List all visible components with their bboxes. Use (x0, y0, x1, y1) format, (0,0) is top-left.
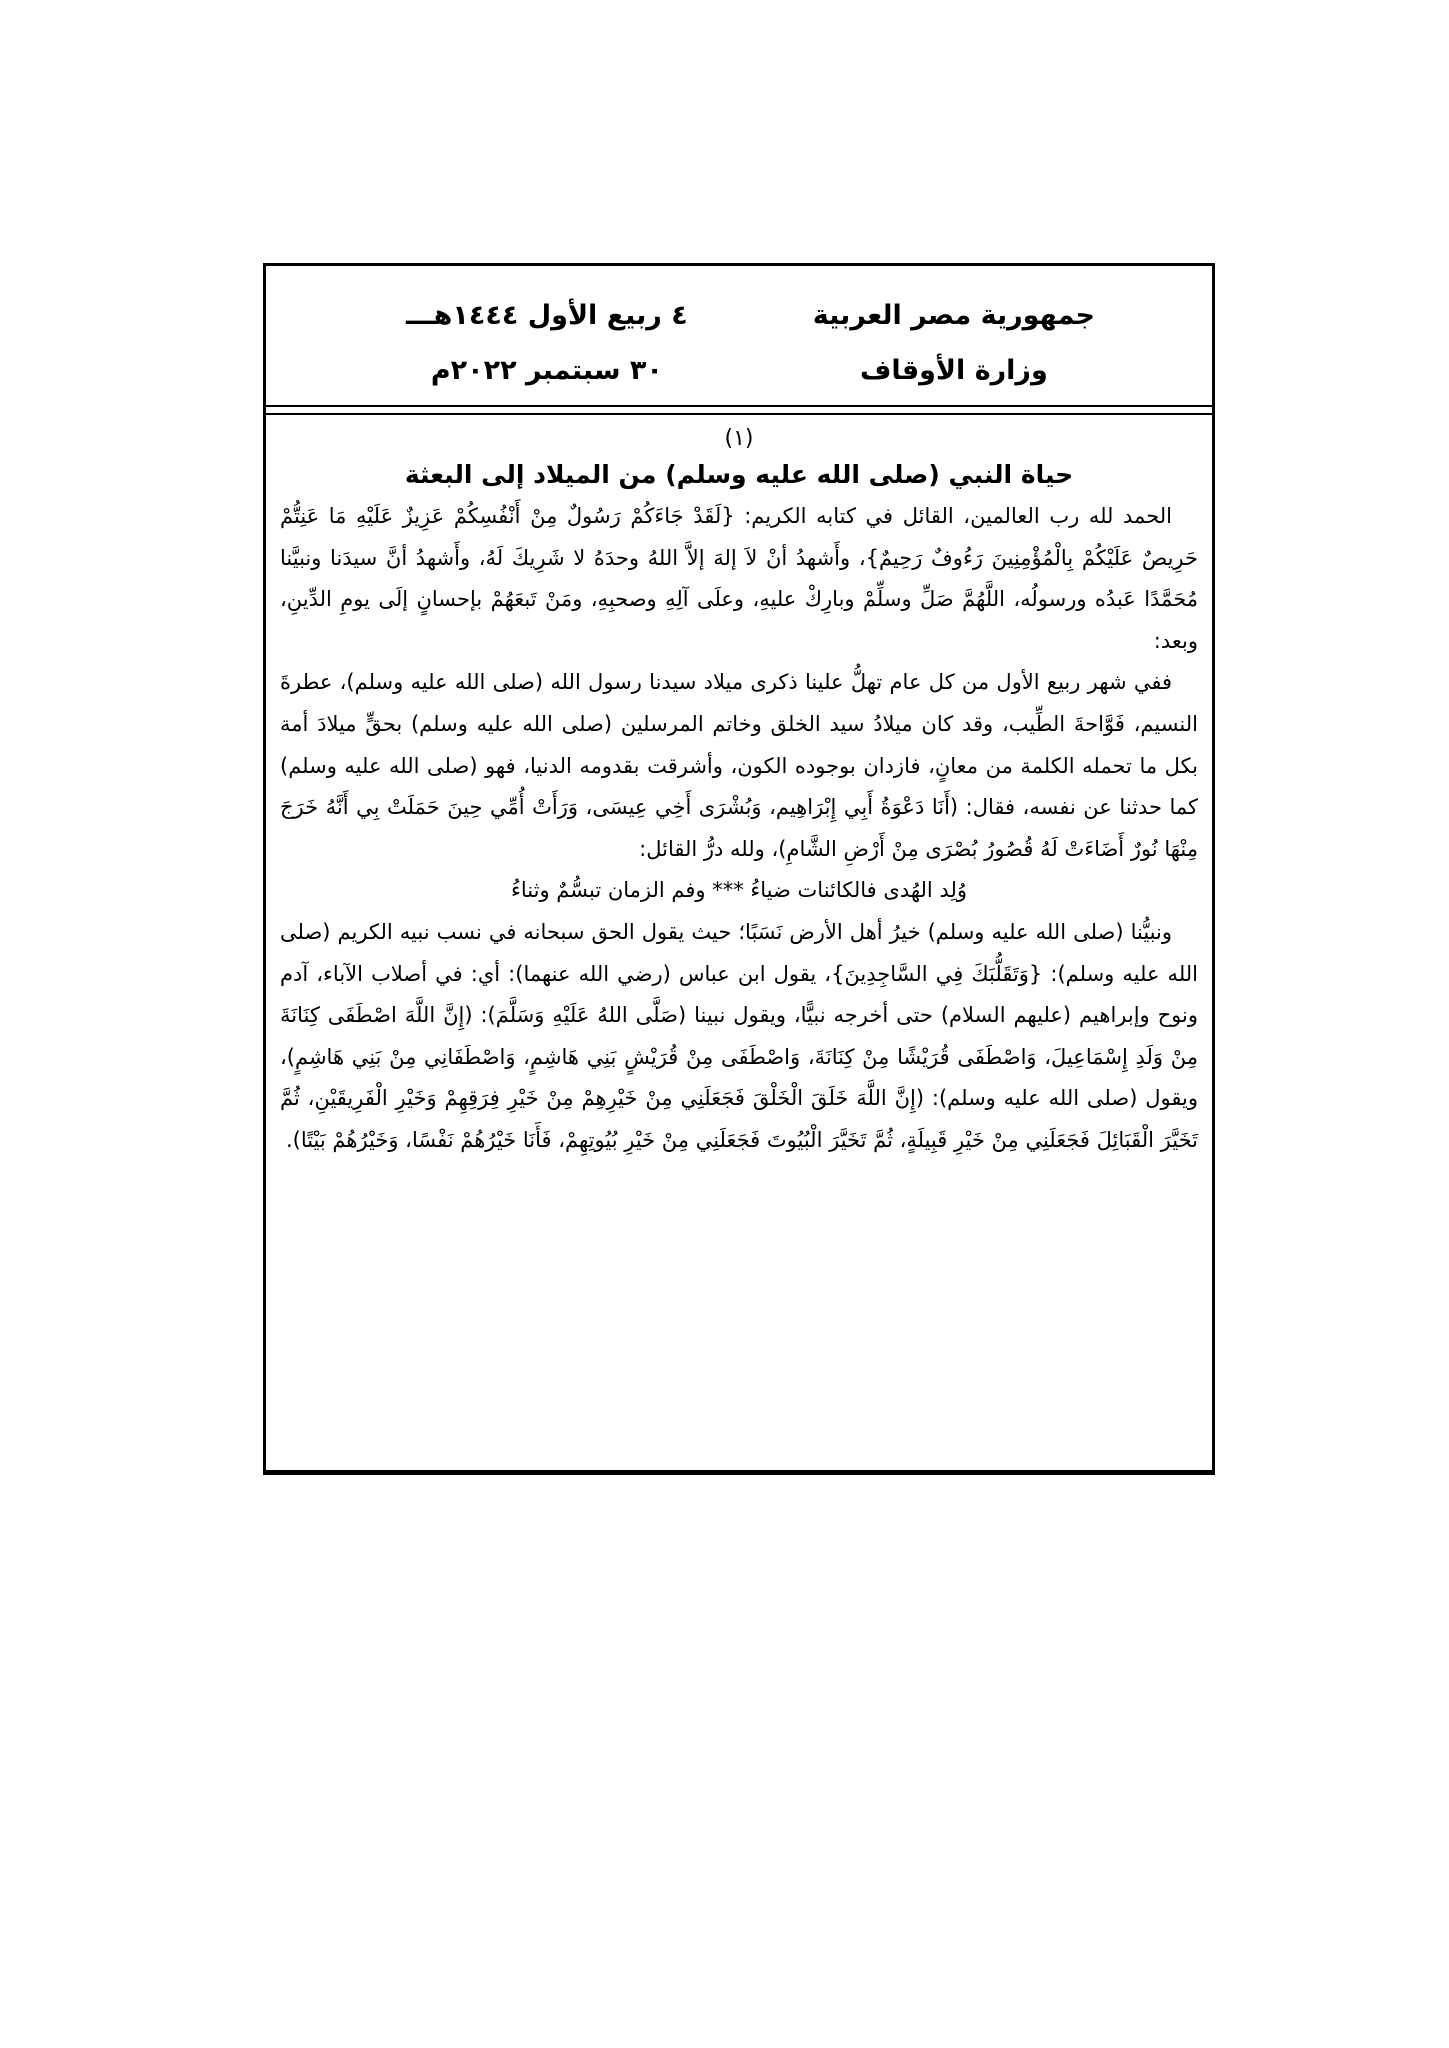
paragraph-opening: الحمد لله رب العالمين، القائل في كتابه الكريم: {لَقَدْ جَاءَكُمْ رَسُولٌ مِنْ أَنْفُسِكُمْ عَزِيزٌ عَلَيْهِ مَا عَنِتُّمْ حَرِيصٌ عَلَيْكُمْ بِالْمُؤْمِنِينَ رَءُوفٌ رَحِيمٌ}، وأَشهدُ أنْ لاَ إلهَ إلاَّ اللهُ وحدَهُ لا شَرِيكَ لَهُ، وأَشهدُ أنَّ سيدَنا ونبيَّنا مُحَمَّدًا عَبدُه ورسولُه، اللَّهُمَّ صَلِّ وسلِّمْ وبارِكْ عليهِ، وعلَى آلِهِ وصحبِهِ، ومَنْ تَبعَهُمْ بإحسانٍ إلَى يومِ الدِّينِ، وبعد: (280, 504, 1198, 653)
country-name: جمهورية مصر العربية (812, 300, 1095, 331)
paragraph-birth: ففي شهر ربيع الأول من كل عام تهلُّ علينا ذكرى ميلاد سيدنا رسول الله (صلى الله عليه وسلم)، عطرةَ النسيم، فَوَّاحةَ الطِّيب، وقد كان ميلادُ سيد الخلق وخاتم المرسلين (صلى الله عليه وسلم) بحقٍّ ميلادَ أمة بكل ما تحمله الكلمة من معانٍ، فازدان بوجوده الكون، وأشرقت بقدومه الدنيا، فهو (صلى الله عليه وسلم) كما حدثنا عن نفسه، فقال: (أَنَا دَعْوَةُ أَبِي إِبْرَاهِيم، وَبُشْرَى أَخِي عِيسَى، وَرَأَتْ أُمِّي حِينَ حَمَلَتْ بِي أَنَّهُ خَرَجَ مِنْهَا نُورٌ أَضَاءَتْ لَهُ قُصُورُ بُصْرَى مِنْ أَرْضِ الشَّامِ)، ولله درُّ القائل: (280, 670, 1198, 861)
hijri-date: ٤ ربيع الأول ١٤٤٤هـــ (406, 300, 688, 331)
issuer-block (813, 288, 1095, 398)
paragraph-lineage: ونبيُّنا (صلى الله عليه وسلم) خيرُ أهل الأرض نَسَبًا؛ حيث يقول الحق سبحانه في نسب نبيه الكريم (صلى الله عليه وسلم): {وَتَقَلُّبَكَ فِي السَّاجِدِينَ}، يقول ابن عباس (رضي الله عنهما): أي: في أصلاب الآباء، آدم ونوح وإبراهيم (عليهم السلام) حتى أخرجه نبيًّا، ويقول نبينا (صَلَّى اللهُ عَلَيْهِ وَسَلَّمَ): (إِنَّ اللَّهَ اصْطَفَى كِنَانَةَ مِنْ وَلَدِ إِسْمَاعِيلَ، وَاصْطَفَى قُرَيْشًا مِنْ كِنَانَةَ، وَاصْطَفَى مِنْ قُرَيْشٍ بَنِي هَاشِمٍ، وَاصْطَفَانِي مِنْ بَنِي هَاشِمٍ)، ويقول (صلى الله عليه وسلم): (إِنَّ اللَّهَ خَلَقَ الْخَلْقَ فَجَعَلَنِي مِنْ خَيْرِهِمْ مِنْ خَيْرِ فِرَقِهِمْ وَخَيْرِ الْفَرِيقَيْنِ، ثُمَّ تَخَيَّرَ الْقَبَائِلَ فَجَعَلَنِي مِنْ خَيْرِ قَبِيلَةٍ، ثُمَّ تَخَيَّرَ الْبُيُوتَ فَجَعَلَنِي مِنْ خَيْرِ بُيُوتِهِمْ، فَأَنَا خَيْرُهُمْ نَفْسًا، وَخَيْرُهُمْ بَيْتًا). (280, 919, 1198, 1152)
ministry-name: وزارة الأوقاف (859, 355, 1048, 386)
header-divider (266, 413, 1212, 415)
sermon-title: حياة النبي (صلى الله عليه وسلم) من الميلاد إلى البعثة (404, 460, 1074, 489)
page-number: (١) (724, 426, 754, 451)
gregorian-date: ٣٠ سبتمبر ٢٠٢٢م (430, 355, 663, 386)
document-frame (263, 263, 1215, 1475)
document-header (266, 266, 1212, 407)
poem-verse: وُلِد الهُدى فالكائنات ضياءُ *** وفم الزمان تبسُّمٌ وثناءُ (511, 878, 967, 903)
date-block (406, 288, 688, 398)
sermon-body (266, 418, 1212, 1162)
